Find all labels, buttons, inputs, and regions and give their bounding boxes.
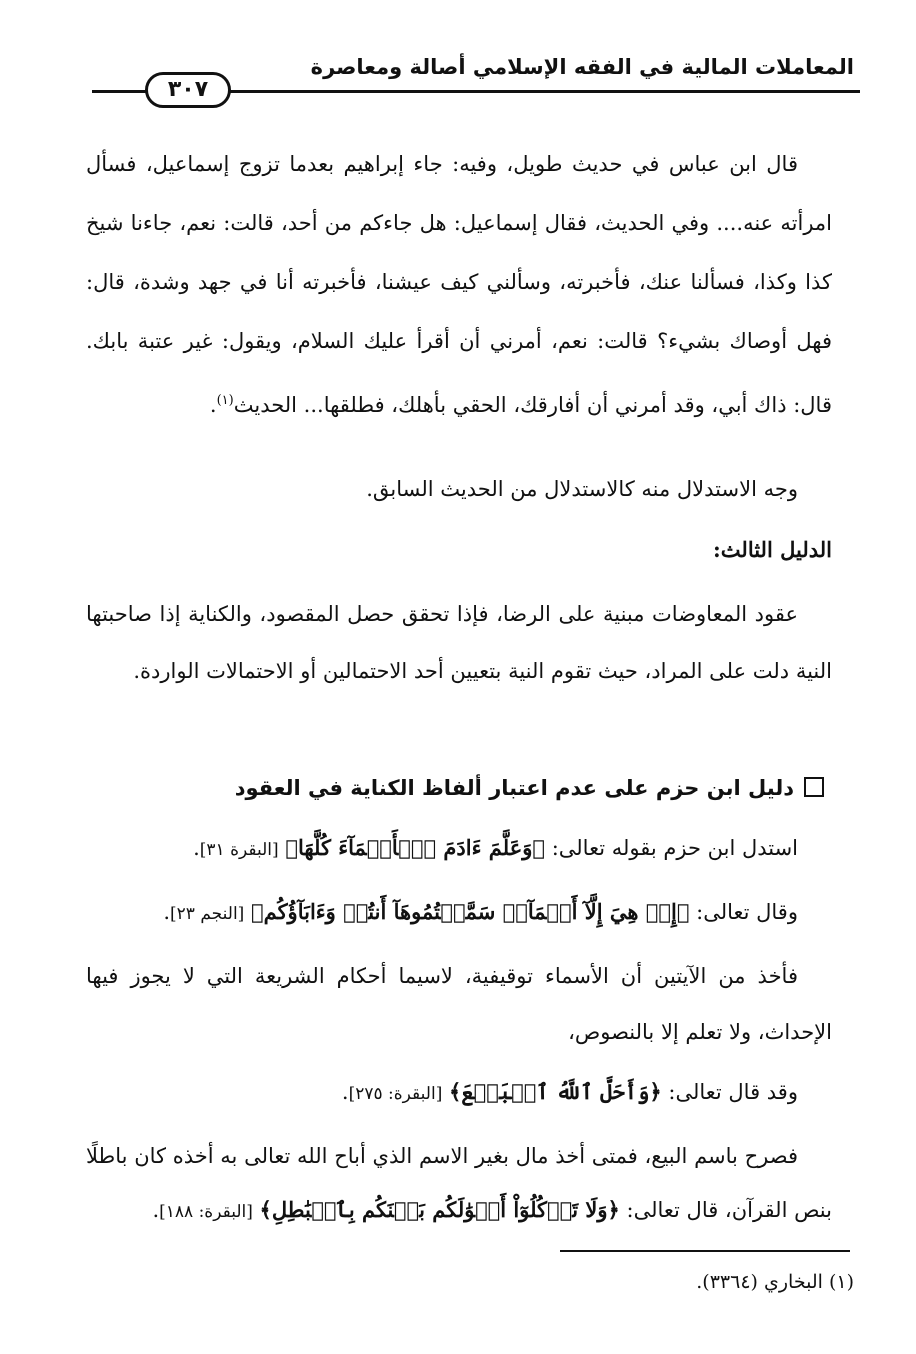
verse-end: . [193,836,200,860]
footnote: (١) البخاري (٣٣٦٤). [696,1271,854,1293]
hadith-end: . [209,393,217,417]
verse-end: . [341,1080,349,1104]
paragraph-third-verse [86,1070,832,1116]
quran-verse: ﴿وَعَلَّمَ ءَادَمَ ٱلۡأَسۡمَآءَ كُلَّهَا﴾ [285,835,545,860]
paragraph-names-tawqifi: فأخذ من الآيتين أن الأسماء توقيفية، لاسيما أحكام الشريعة التي لا يجوز فيها الإحداث، ولا تعلم إلا بالنصوص، [86,964,832,1044]
verse-reference: [البقرة ٣١] [199,840,279,860]
verse-intro: استدل ابن حزم بقوله تعالى: [551,836,798,860]
paragraph-ibn-hazm-evidence [86,826,832,872]
verse-reference: [النجم ٢٣] [170,904,245,924]
sale-text: فصرح باسم البيع، فمتى أخذ مال بغير الاسم الذي أباح الله تعالى به أخذه كان باطلًا بنص القرآن، قال تعالى: [86,1144,832,1222]
footnote-rule [560,1250,850,1252]
quran-verse: ﴿وَأَحَلَّ ٱللَّهُ ٱلۡبَيۡعَ﴾ [449,1079,662,1104]
section-heading [124,768,824,808]
verse-end: . [163,900,171,924]
paragraph-second-verse [86,890,832,936]
paragraph-sale-name [86,1130,832,1239]
hadith-text: قال ابن عباس في حديث طويل، وفيه: جاء إبراهيم بعدما تزوج إسماعيل، فسأل امرأته عنه.... وفي الحديث، فقال إسماعيل: هل جاءكم من أحد، قالت: نعم، جاءنا شيخ كذا وكذا، فسألنا عنك، فأخبرته، وسألني كيف عيشنا، فأخبرته أنا في جهد وشدة، قال: فهل أوصاك بشيء؟ قالت: نعم، أمرني أن أقرأ عليك السلام، ويقول: غير عتبة بابك. قال: ذاك أبي، وقد أمرني أن أفارقك، الحقي بأهلك، فطلقها... الحديث [86,152,832,417]
subheading-third-evidence: الدليل الثالث: [713,537,832,562]
footnote-marker: (١) [216,393,234,408]
verse-reference: [البقرة: ١٨٨] [159,1202,253,1222]
verse-reference: [البقرة: ٢٧٥] [348,1084,443,1104]
section-heading-text: دليل ابن حزم على عدم اعتبار ألفاظ الكناية في العقود [234,776,794,800]
paragraph-third-evidence: عقود المعاوضات مبنية على الرضا، فإذا تحقق حصل المقصود، والكناية إذا صاحبتها النية دلت على المراد، حيث تقوم النية بتعيين أحد الاحتمالين أو الاحتمالات الواردة. [86,602,832,683]
running-header-title: المعاملات المالية في الفقه الإسلامي أصالة ومعاصرة [310,55,854,79]
square-bullet-icon [804,777,824,797]
page-number: ٣٠٧ [145,72,231,108]
verse-intro: وقال تعالى: [696,900,798,924]
paragraph-inference: وجه الاستدلال منه كالاستدلال من الحديث السابق. [366,477,798,501]
paragraph-hadith [86,135,832,435]
verse-intro: وقد قال تعالى: [668,1080,798,1104]
quran-verse: ﴿إِنۡ هِيَ إِلَّآ أَسۡمَآءٞ سَمَّيۡتُمُوهَآ أَنتُمۡ وَءَابَآؤُكُم﴾ [250,899,690,924]
verse-end: . [152,1198,160,1222]
quran-verse: ﴿وَلَا تَأۡكُلُوٓاْ أَمۡوَٰلَكُم بَيۡنَكُم بِٱلۡبَٰطِلِ﴾ [259,1197,620,1222]
